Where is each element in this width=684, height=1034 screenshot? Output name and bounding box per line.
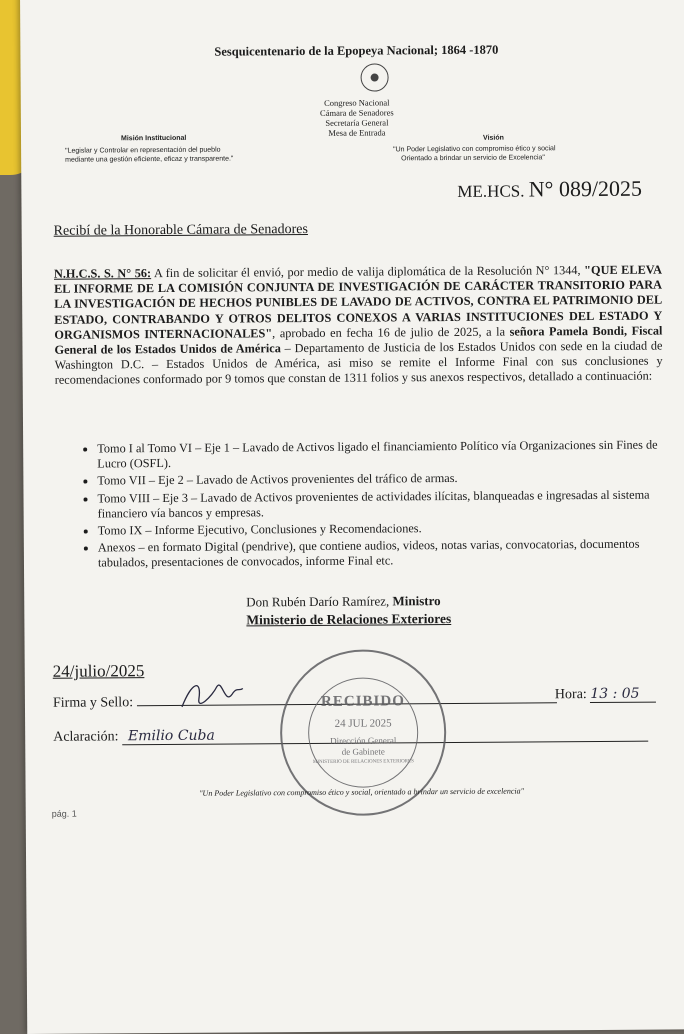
- header-title: Sesquicentenario de la Epopeya Nacional; 1864 -1870: [214, 42, 499, 59]
- ref-prefix: ME.HCS.: [457, 181, 525, 201]
- vision-text: Orientado a brindar un servicio de Excelencia": [401, 154, 545, 163]
- stamp-line: Dirección General: [330, 735, 397, 746]
- body-text: A fin de solicitar él envió, por medio de valija diplomática de la Resolución N° 1344,: [151, 263, 585, 281]
- body-text: – Departamento de Justicia de los Estados Unidos con sede en la ciudad de Washington D.C. – Estados Unidos de América, asi miso se remite el Informe Final con sus conclusiones y recomendaciones conformado por 9 tomos que constan de 1311 folios y sus anexos respectivos, detallado a continuación:: [54, 338, 663, 388]
- reference-number: [457, 176, 642, 203]
- list-item: • Tomo IX – Informe Ejecutivo, Conclusiones y Recomendaciones.: [98, 519, 684, 538]
- mision-title: Misión Institucional: [120, 134, 187, 143]
- hora-row: [555, 686, 657, 704]
- signatory: [246, 593, 440, 610]
- receipt-date: 24/julio/2025: [52, 661, 145, 681]
- stamp-line: de Gabinete: [341, 746, 385, 757]
- list-item: • Tomo I al Tomo VI – Eje 1 – Lavado de Activos ligado el financiamiento Político vía Organizaciones sin Fines de Lucro (OSFL).: [97, 437, 684, 472]
- handwritten-signature-icon: [177, 676, 247, 712]
- stamp-date: 24 JUL 2025: [334, 717, 392, 730]
- mision-text: mediante una gestión eficiente, eficaz y transparente.": [65, 155, 234, 164]
- vision-text: "Un Poder Legislativo con compromiso ético y social: [393, 145, 556, 154]
- document-page: [20, 0, 684, 1034]
- list-item: • Tomo VII – Eje 2 – Lavado de Activos provenientes del tráfico de armas.: [97, 470, 684, 489]
- note-code: N.H.C.S. S. N° 56:: [53, 266, 152, 281]
- signatory-name: Don Rubén Darío Ramírez,: [246, 593, 393, 610]
- body-paragraph: [54, 263, 663, 389]
- stamp-line: MINISTERIO DE RELACIONES EXTERIORES: [312, 759, 414, 765]
- institution-line: Secretaría General: [325, 117, 389, 128]
- national-seal-icon: [360, 63, 388, 91]
- ministry-name: Ministerio de Relaciones Exteriores: [246, 611, 452, 628]
- list-item: • Tomo VIII – Eje 3 – Lavado de Activos provenientes de actividades ilícitas, blanqueadas e ingresadas al sistema financiero vía bancos y empresas.: [97, 487, 684, 522]
- institution-line: Congreso Nacional: [324, 97, 390, 108]
- stamp-label: RECIBIDO: [320, 693, 405, 710]
- body-text: , aprobado en fecha 16 de julio de 2025, a la: [272, 324, 510, 341]
- mision-text: "Legislar y Controlar en representación del pueblo: [65, 146, 221, 155]
- aclaracion-value: Emilio Cuba: [122, 725, 648, 746]
- page-number: pág. 1: [51, 808, 77, 819]
- firma-label: Firma y Sello:: [52, 695, 134, 711]
- receipt-heading: Recibí de la Honorable Cámara de Senadores: [53, 221, 308, 239]
- vision-title: Visión: [482, 134, 504, 142]
- ref-number: N° 089/2025: [528, 175, 643, 202]
- signatory-title: Ministro: [392, 593, 441, 609]
- tomos-list: [81, 437, 684, 573]
- recipient: señora Pamela Bondi, Fiscal General de los Estados Unidos de América: [54, 323, 663, 357]
- hora-value: 13 : 05: [590, 686, 656, 703]
- hora-label: Hora:: [554, 687, 587, 703]
- institution-line: Cámara de Senadores: [319, 107, 394, 118]
- resolution-title: "QUE ELEVA EL INFORME DE LA COMISIÓN CONJUNTA DE INVESTIGACIÓN DE CARÁCTER TRANSITORIO PARA LA INVESTIGACIÓN DE HECHOS PUNIBLES DE LAVADO DE ACTIVOS, CONTRA EL PATRIMONIO DEL ESTADO, CONTRABANDO Y OTROS DELITOS CONEXOS A VARIAS INSTITUCIONES DEL ESTADO Y ORGANISMOS INTERNACIONALES": [54, 262, 663, 342]
- list-item: • Anexos – en formato Digital (pendrive), que contiene audios, videos, notas varias, convocatorias, documentos tabulados, presentaciones de convocados, informe Final etc.: [98, 537, 684, 572]
- footer-motto: "Un Poder Legislativo con compromiso ético y social, orientado a brindar un servicio de excelencia": [199, 786, 525, 798]
- aclaracion-label: Aclaración:: [53, 729, 119, 745]
- institution-line: Mesa de Entrada: [328, 127, 386, 138]
